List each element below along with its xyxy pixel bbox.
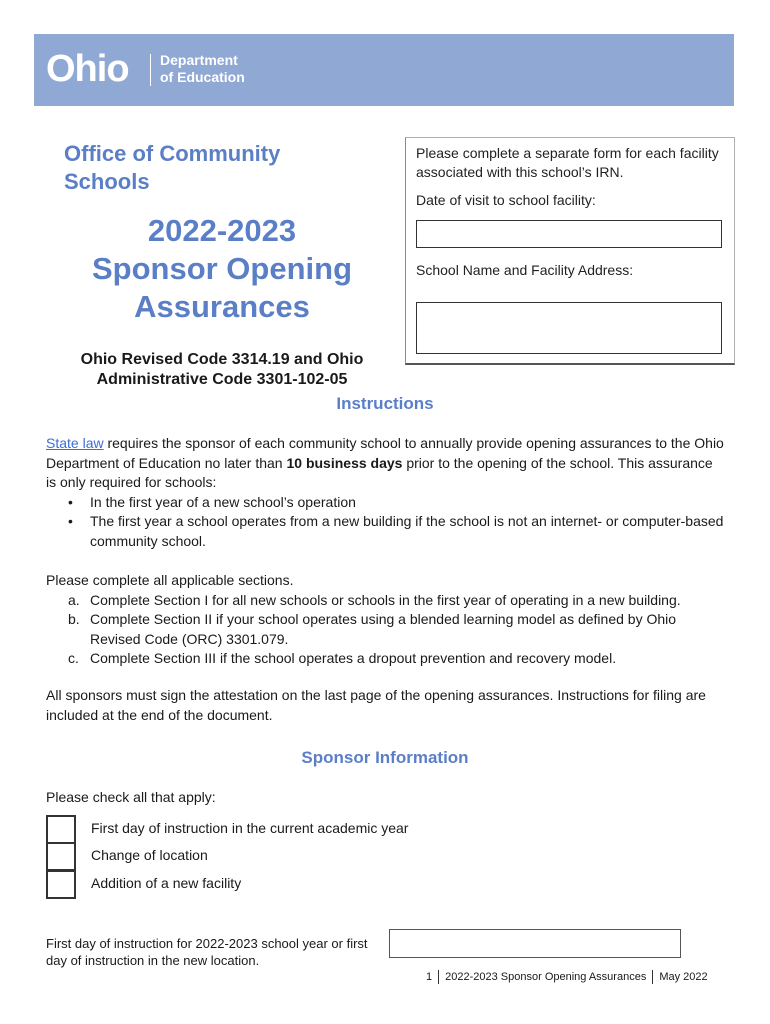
bullet-icon: •: [68, 493, 73, 510]
footer-divider: [438, 970, 439, 984]
list-item: a. Complete Section I for all new schools or schools in the first year of operating in a new building.: [68, 591, 681, 608]
document-title: [64, 212, 380, 326]
page-number: 1: [426, 970, 433, 983]
change-location-checkbox[interactable]: [46, 842, 76, 871]
footer-divider: [652, 970, 653, 984]
logo-divider: [150, 54, 151, 86]
title-line-2: Sponsor Opening: [91, 251, 353, 286]
office-title: Office of Community Schools: [64, 141, 281, 194]
new-facility-checkbox[interactable]: [46, 870, 76, 899]
department-line-2: of Education: [160, 69, 245, 85]
para1-text-b: prior to the opening of the school. This assurance is only required for schools:: [46, 454, 713, 490]
title-line-3: Assurances: [134, 289, 310, 324]
bullet-icon: •: [68, 513, 73, 529]
section-steps-list: [46, 591, 726, 669]
facility-address-label: School Name and Facility Address:: [416, 262, 634, 278]
header-banner: [34, 34, 734, 106]
instructions-paragraph-2: [46, 571, 726, 669]
code-line-1: Ohio Revised Code 3314.19 and Ohio: [80, 351, 364, 368]
page-footer: [426, 970, 708, 984]
footer-date: May 2022: [659, 970, 708, 983]
instructions-paragraph-3: All sponsors must sign the attestation on the last page of the opening assurances. Instructions for filing are included at the end of the document.: [46, 687, 706, 723]
facility-address-field[interactable]: [416, 302, 722, 354]
check-prompt: Please check all that apply:: [46, 789, 216, 805]
department-name: [160, 52, 245, 86]
first-day-date-label: First day of instruction for 2022-2023 school year or first day of instruction in the new location.: [46, 936, 368, 968]
title-line-1: 2022-2023: [147, 213, 297, 248]
sponsor-info-heading: Sponsor Information: [301, 748, 469, 767]
list-item: • In the first year of a new school’s operation: [46, 493, 726, 513]
instructions-paragraph-1: [46, 434, 726, 551]
first-day-checkbox[interactable]: [46, 815, 76, 844]
complete-sections-text: Please complete all applicable sections.: [46, 572, 294, 588]
para1-bold: 10 business days: [286, 454, 403, 471]
facility-box: [405, 137, 735, 365]
first-day-date-field[interactable]: [389, 929, 681, 958]
school-criteria-list: [46, 493, 726, 552]
list-item: b. Complete Section II if your school operates using a blended learning model as defined by Ohio Revised Code (ORC) 3301.079.: [68, 611, 677, 647]
code-line-2: Administrative Code 3301-102-05: [96, 371, 348, 388]
new-facility-option-label: Addition of a new facility: [91, 875, 242, 891]
list-item: • The first year a school operates from a new building if the school is not an internet- or computer-based community school.: [68, 513, 724, 549]
department-line-1: Department: [160, 52, 238, 68]
visit-date-label: Date of visit to school facility:: [416, 192, 596, 208]
list-item: c. Complete Section III if the school operates a dropout prevention and recovery model.: [68, 650, 617, 666]
para1-text-a: requires the sponsor of each community school to annually provide opening assurances to the Ohio Department of Education no later than: [46, 435, 724, 471]
state-law-link[interactable]: State law: [46, 435, 104, 451]
instructions-heading: Instructions: [336, 394, 434, 413]
footer-doc-title: 2022-2023 Sponsor Opening Assurances: [445, 970, 647, 983]
facility-note: Please complete a separate form for each facility associated with this school’s IRN.: [416, 145, 719, 180]
ohio-logo: Ohio: [46, 48, 129, 90]
first-day-option-label: First day of instruction in the current academic year: [91, 820, 409, 836]
visit-date-field[interactable]: [416, 220, 722, 248]
change-location-option-label: Change of location: [91, 847, 208, 863]
legal-code: [46, 350, 398, 390]
